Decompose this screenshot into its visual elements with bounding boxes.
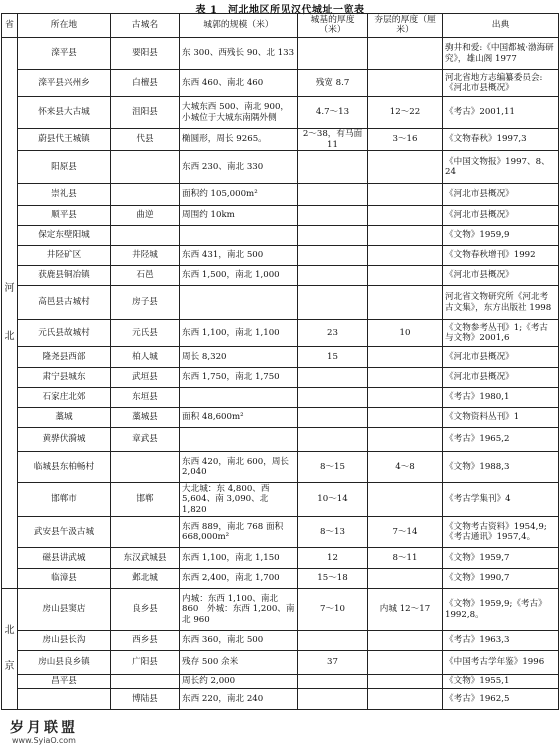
base-cell: 残宽 8.7 bbox=[298, 70, 368, 97]
location-cell: 黄骅伏漪城 bbox=[18, 428, 111, 452]
table-row bbox=[2, 689, 559, 710]
source-cell: 《中国考古学年鉴》1996 bbox=[443, 651, 559, 675]
base-cell bbox=[298, 266, 368, 286]
table-row bbox=[2, 97, 559, 129]
ancient-name-cell: 西乡县 bbox=[111, 631, 180, 651]
scale-cell: 东西 420，南北 600，周长 2,040 bbox=[180, 452, 298, 483]
location-cell: 昌平县 bbox=[18, 675, 111, 689]
source-cell: 《考古》1965,2 bbox=[443, 428, 559, 452]
scale-cell: 东西 360，南北 500 bbox=[180, 631, 298, 651]
table-row bbox=[2, 368, 559, 388]
layer-cell bbox=[368, 483, 443, 517]
ancient-name-cell: 石邑 bbox=[111, 266, 180, 286]
source-cell: 《河北市县概况》 bbox=[443, 347, 559, 368]
location-cell: 肃宁县城东 bbox=[18, 368, 111, 388]
location-cell: 武安县午汲古城 bbox=[18, 517, 111, 548]
layer-cell: 7～14 bbox=[368, 517, 443, 548]
header-source: 出典 bbox=[443, 14, 559, 38]
location-cell: 元氏县故城村 bbox=[18, 320, 111, 347]
layer-cell: 10 bbox=[368, 320, 443, 347]
table-row bbox=[2, 517, 559, 548]
base-cell bbox=[298, 689, 368, 710]
table-row bbox=[2, 320, 559, 347]
source-cell: 《文物》1959,9;《考古》1992,8。 bbox=[443, 589, 559, 631]
source-cell: 河北省地方志编纂委员会:《河北市县概况》 bbox=[443, 70, 559, 97]
base-cell bbox=[298, 631, 368, 651]
scale-cell: 东西 431，南北 500 bbox=[180, 246, 298, 266]
table-row bbox=[2, 569, 559, 589]
location-cell: 房山县长沟 bbox=[18, 631, 111, 651]
layer-cell bbox=[368, 689, 443, 710]
ancient-name-cell: 要阳县 bbox=[111, 38, 180, 70]
table-row bbox=[2, 548, 559, 569]
base-cell: 2～38，有马面 11 bbox=[298, 129, 368, 151]
ancient-name-cell: 井陉城 bbox=[111, 246, 180, 266]
scale-cell: 周围约 10km bbox=[180, 206, 298, 226]
location-cell: 藁城 bbox=[18, 408, 111, 428]
source-cell: 《文物》1959,9 bbox=[443, 226, 559, 246]
base-cell bbox=[298, 246, 368, 266]
source-cell: 《考古》1962,5 bbox=[443, 689, 559, 710]
location-cell: 石家庄北郊 bbox=[18, 388, 111, 408]
table-row bbox=[2, 388, 559, 408]
location-cell: 滦平县 bbox=[18, 38, 111, 70]
header-row bbox=[2, 14, 559, 38]
location-cell: 房山县良乡镇 bbox=[18, 651, 111, 675]
table-row bbox=[2, 428, 559, 452]
location-cell: 房山县窦店 bbox=[18, 589, 111, 631]
scale-cell: 东西 220，南北 240 bbox=[180, 689, 298, 710]
ancient-name-cell: 曲逆 bbox=[111, 206, 180, 226]
base-cell: 12 bbox=[298, 548, 368, 569]
base-cell: 23 bbox=[298, 320, 368, 347]
scale-cell bbox=[180, 428, 298, 452]
source-cell: 《河北市县概况》 bbox=[443, 184, 559, 206]
base-cell bbox=[298, 286, 368, 320]
layer-cell bbox=[368, 151, 443, 184]
header-base: 城基的厚度（米） bbox=[298, 14, 368, 38]
source-cell: 《文物春秋增刊》1992 bbox=[443, 246, 559, 266]
source-cell: 《文物》1959,7 bbox=[443, 548, 559, 569]
source-cell: 《中国文物报》1997、8、24 bbox=[443, 151, 559, 184]
base-cell bbox=[298, 675, 368, 689]
base-cell bbox=[298, 368, 368, 388]
source-cell: 《文物参考丛刊》1;《考古与文物》2001,6 bbox=[443, 320, 559, 347]
base-cell: 8～13 bbox=[298, 517, 368, 548]
location-cell: 临漳县 bbox=[18, 569, 111, 589]
header-layer: 夯层的厚度（厘米） bbox=[368, 14, 443, 38]
scale-cell: 周长约 2,000 bbox=[180, 675, 298, 689]
table-row bbox=[2, 286, 559, 320]
ancient-name-cell: 邺北城 bbox=[111, 569, 180, 589]
scale-cell bbox=[180, 388, 298, 408]
table-row bbox=[2, 266, 559, 286]
scale-cell: 大城东西 500、南北 900，小城位于大城东南隅外侧 bbox=[180, 97, 298, 129]
location-cell: 隆尧县西部 bbox=[18, 347, 111, 368]
base-cell: 4.7～13 bbox=[298, 97, 368, 129]
ancient-name-cell bbox=[111, 184, 180, 206]
scale-cell: 东西 889，南北 768 面积 668,000m² bbox=[180, 517, 298, 548]
province-char: 河 bbox=[4, 283, 15, 294]
scale-cell bbox=[180, 226, 298, 246]
table-row bbox=[2, 184, 559, 206]
source-cell: 《文物》1990,7 bbox=[443, 569, 559, 589]
scale-cell: 残存 500 余米 bbox=[180, 651, 298, 675]
base-cell bbox=[298, 206, 368, 226]
layer-cell: 12～22 bbox=[368, 97, 443, 129]
location-cell: 滦平县兴州乡 bbox=[18, 70, 111, 97]
city-sites-table bbox=[1, 13, 559, 710]
source-cell: 《河北市县概况》 bbox=[443, 266, 559, 286]
source-cell: 《文物资料丛刊》1 bbox=[443, 408, 559, 428]
location-cell: 顺平县 bbox=[18, 206, 111, 226]
ancient-name-cell: 武垣县 bbox=[111, 368, 180, 388]
ancient-name-cell: 广阳县 bbox=[111, 651, 180, 675]
ancient-name-cell: 藁城县 bbox=[111, 408, 180, 428]
source-cell: 《文物考古资料》1954,9;《考古通讯》1957,4。 bbox=[443, 517, 559, 548]
layer-cell bbox=[368, 246, 443, 266]
layer-cell: 8～11 bbox=[368, 548, 443, 569]
base-cell bbox=[298, 388, 368, 408]
table-row bbox=[2, 206, 559, 226]
base-cell bbox=[298, 428, 368, 452]
layer-cell bbox=[368, 631, 443, 651]
table-row bbox=[2, 675, 559, 689]
source-cell: 《文物》1955,1 bbox=[443, 675, 559, 689]
location-cell: 磁县讲武城 bbox=[18, 548, 111, 569]
table-row bbox=[2, 347, 559, 368]
base-cell: 8～15 bbox=[298, 452, 368, 483]
table-row bbox=[2, 226, 559, 246]
base-cell: 15 bbox=[298, 347, 368, 368]
ancient-name-cell: 元氏县 bbox=[111, 320, 180, 347]
scale-cell: 东西 1,100，南北 1,100 bbox=[180, 320, 298, 347]
layer-cell: 4～8 bbox=[368, 452, 443, 483]
layer-cell bbox=[368, 70, 443, 97]
source-cell: 驹井和爱:《中国都城·渤海研究》，雄山阁 1977 bbox=[443, 38, 559, 70]
province-char: 北 bbox=[4, 625, 15, 636]
location-cell: 怀来县大古城 bbox=[18, 97, 111, 129]
scale-cell: 东西 1,500，南北 1,000 bbox=[180, 266, 298, 286]
table-row bbox=[2, 589, 559, 631]
province-cell bbox=[2, 38, 18, 589]
source-cell: 《考古》2001,11 bbox=[443, 97, 559, 129]
base-cell: 37 bbox=[298, 651, 368, 675]
location-cell: 崇礼县 bbox=[18, 184, 111, 206]
scale-cell: 东西 460、南北 460 bbox=[180, 70, 298, 97]
header-scale: 城郭的规模（米） bbox=[180, 14, 298, 38]
base-cell bbox=[298, 184, 368, 206]
scale-cell: 东 300、西残长 90、北 133 bbox=[180, 38, 298, 70]
location-cell: 临城县东柏畅村 bbox=[18, 452, 111, 483]
location-cell: 井陉矿区 bbox=[18, 246, 111, 266]
ancient-name-cell: 博陆县 bbox=[111, 689, 180, 710]
layer-cell bbox=[368, 38, 443, 70]
header-ancient-name: 古城名 bbox=[111, 14, 180, 38]
layer-cell bbox=[368, 226, 443, 246]
layer-cell: 3～16 bbox=[368, 129, 443, 151]
ancient-name-cell bbox=[111, 151, 180, 184]
province-char: 北 bbox=[4, 331, 15, 342]
base-cell bbox=[298, 226, 368, 246]
source-cell: 《考古学集刊》4 bbox=[443, 483, 559, 517]
location-cell bbox=[18, 689, 111, 710]
source-cell: 《考古》1980,1 bbox=[443, 388, 559, 408]
header-location: 所在地 bbox=[18, 14, 111, 38]
ancient-name-cell bbox=[111, 517, 180, 548]
layer-cell bbox=[368, 651, 443, 675]
scale-cell: 东西 1,100，南北 1,150 bbox=[180, 548, 298, 569]
ancient-name-cell: 章武县 bbox=[111, 428, 180, 452]
table-row bbox=[2, 151, 559, 184]
location-cell: 邯郸市 bbox=[18, 483, 111, 517]
scale-cell: 面积约 105,000m² bbox=[180, 184, 298, 206]
scale-cell: 东西 2,400，南北 1,700 bbox=[180, 569, 298, 589]
layer-cell bbox=[368, 266, 443, 286]
location-cell: 蔚县代王城镇 bbox=[18, 129, 111, 151]
scale-cell: 大北城：东 4,800、西 5,604、南 3,090、北 1,820 bbox=[180, 483, 298, 517]
ancient-name-cell: 良乡县 bbox=[111, 589, 180, 631]
layer-cell bbox=[368, 286, 443, 320]
scale-cell: 周长 8,320 bbox=[180, 347, 298, 368]
scale-cell: 东西 230、南北 330 bbox=[180, 151, 298, 184]
base-cell: 7～10 bbox=[298, 589, 368, 631]
layer-cell bbox=[368, 206, 443, 226]
source-cell: 河北省文物研究所《河北考古文集》，东方出版社 1998 bbox=[443, 286, 559, 320]
layer-cell: 内城 12～17 bbox=[368, 589, 443, 631]
table-row bbox=[2, 129, 559, 151]
location-cell: 保定东壁阳城 bbox=[18, 226, 111, 246]
location-cell: 阳原县 bbox=[18, 151, 111, 184]
province-cell bbox=[2, 589, 18, 710]
source-cell: 《文物》1988,3 bbox=[443, 452, 559, 483]
ancient-name-cell bbox=[111, 675, 180, 689]
province-char: 京 bbox=[4, 661, 15, 672]
location-cell: 获鹿县铜冶镇 bbox=[18, 266, 111, 286]
watermark-text: 岁月联盟 bbox=[10, 720, 78, 736]
ancient-name-cell: 东垣县 bbox=[111, 388, 180, 408]
layer-cell bbox=[368, 569, 443, 589]
table-row bbox=[2, 631, 559, 651]
layer-cell bbox=[368, 675, 443, 689]
layer-cell bbox=[368, 184, 443, 206]
layer-cell bbox=[368, 428, 443, 452]
location-cell: 高邑县古城村 bbox=[18, 286, 111, 320]
scale-cell: 内城：东西 1,100、南北 860 外城：东西 1,200、南北 960 bbox=[180, 589, 298, 631]
ancient-name-cell: 房子县 bbox=[111, 286, 180, 320]
scale-cell: 东西 1,750，南北 1,750 bbox=[180, 368, 298, 388]
base-cell: 10～14 bbox=[298, 483, 368, 517]
table-row bbox=[2, 651, 559, 675]
table-title: 表 1 河北地区所见汉代城址一览表 bbox=[195, 5, 365, 16]
table-row bbox=[2, 246, 559, 266]
layer-cell bbox=[368, 408, 443, 428]
table-row bbox=[2, 408, 559, 428]
source-cell: 《考古》1963,3 bbox=[443, 631, 559, 651]
ancient-name-cell: 白檀县 bbox=[111, 70, 180, 97]
layer-cell bbox=[368, 368, 443, 388]
source-cell: 《河北市县概况》 bbox=[443, 368, 559, 388]
table-row bbox=[2, 38, 559, 70]
ancient-name-cell: 沮阳县 bbox=[111, 97, 180, 129]
watermark-logo bbox=[0, 714, 112, 750]
ancient-name-cell bbox=[111, 452, 180, 483]
layer-cell bbox=[368, 388, 443, 408]
source-cell: 《河北市县概况》 bbox=[443, 206, 559, 226]
base-cell bbox=[298, 38, 368, 70]
ancient-name-cell: 代县 bbox=[111, 129, 180, 151]
ancient-name-cell: 柏人城 bbox=[111, 347, 180, 368]
header-province: 省 bbox=[2, 14, 18, 38]
ancient-name-cell bbox=[111, 226, 180, 246]
source-cell: 《文物春秋》1997,3 bbox=[443, 129, 559, 151]
base-cell: 15～18 bbox=[298, 569, 368, 589]
table-row bbox=[2, 70, 559, 97]
scale-cell: 面积 48,600m² bbox=[180, 408, 298, 428]
table-row bbox=[2, 452, 559, 483]
base-cell bbox=[298, 151, 368, 184]
ancient-name-cell: 东汉武城县 bbox=[111, 548, 180, 569]
table-row bbox=[2, 483, 559, 517]
ancient-name-cell: 邯郸 bbox=[111, 483, 180, 517]
watermark-url: www.SyiaO.com bbox=[12, 736, 76, 745]
base-cell bbox=[298, 408, 368, 428]
scale-cell: 椭圆形，周长 9265。 bbox=[180, 129, 298, 151]
scale-cell bbox=[180, 286, 298, 320]
layer-cell bbox=[368, 347, 443, 368]
